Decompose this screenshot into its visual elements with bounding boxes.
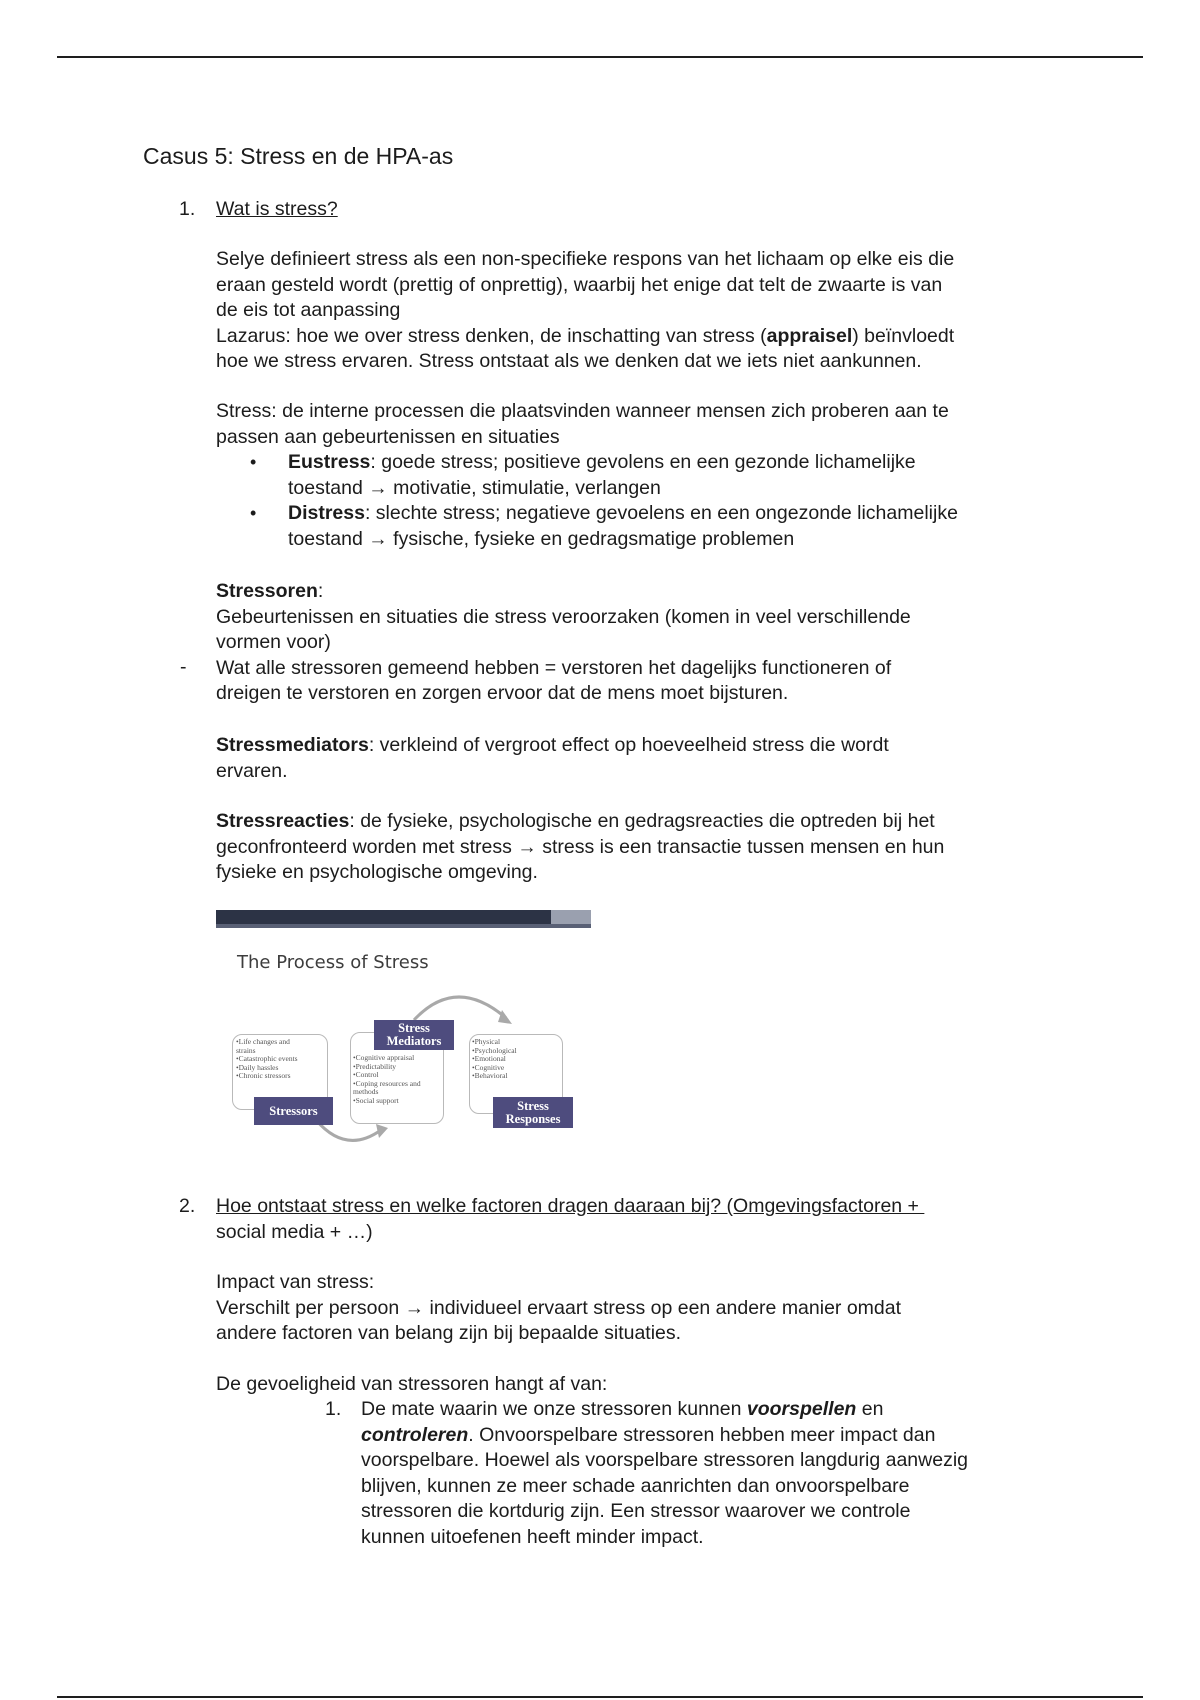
process-of-stress-figure <box>216 910 591 1160</box>
list-item: •Cognitive appraisal <box>353 1053 415 1062</box>
term-voorspellen: voorspellen <box>746 1398 857 1420</box>
paragraph-line: ervaren. <box>216 759 288 782</box>
paragraph-line: voorspelbare. Hoewel als voorspelbare stressoren langdurig aanwezig <box>361 1449 969 1471</box>
text-run: : goede stress; positieve gevolens en een gezonde lichamelijke <box>370 451 916 473</box>
list-item: •Physical <box>472 1037 501 1046</box>
section-stressoren <box>216 579 1076 707</box>
list-item-voorspellen <box>361 1397 1081 1550</box>
paragraph-line: dreigen te verstoren en zorgen ervoor dat de mens moet bijsturen. <box>216 682 789 704</box>
section-stressreacties <box>216 809 1076 886</box>
bullet-distress: • <box>250 503 257 523</box>
list-item-distress <box>288 501 1088 552</box>
figure-title: The Process of Stress <box>237 952 429 973</box>
paragraph-line-lazarus <box>216 324 1076 350</box>
term-eustress: Eustress <box>288 451 371 473</box>
text-run: toestand → motivatie, stimulatie, verlangen <box>288 476 661 499</box>
term-stressreacties: Stressreacties <box>216 810 350 832</box>
bullet-eustress: • <box>250 452 257 472</box>
text-run: : <box>317 580 324 602</box>
page-title: Casus 5: Stress en de HPA-as <box>143 143 454 169</box>
label-line: Stress <box>517 1098 549 1113</box>
text-run: ) beïnvloedt <box>852 324 955 347</box>
term-appraisel: appraisel <box>766 324 853 347</box>
paragraph-line: vormen voor) <box>216 631 331 653</box>
term-controleren: controleren <box>361 1423 469 1446</box>
text-run: en <box>856 1398 884 1420</box>
paragraph-line: Verschilt per persoon → individueel ervaart stress op een andere manier omdat <box>216 1296 902 1319</box>
question-2-number: 2. <box>179 1195 196 1217</box>
mediators-label <box>374 1020 454 1050</box>
question-2-heading <box>216 1194 1076 1245</box>
label-line: Responses <box>505 1111 561 1126</box>
list-item: methods <box>353 1087 379 1097</box>
paragraph-line: eraan gesteld wordt (prettig of onprettig), waarbij het enige dat telt de zwaarte is van <box>216 273 943 296</box>
list-item: •Social support <box>353 1095 399 1105</box>
list-item: strains <box>236 1045 256 1055</box>
list-item-eustress <box>288 450 1088 501</box>
term-stressmediators: Stressmediators <box>216 734 369 756</box>
list-item: •Control <box>353 1070 379 1080</box>
text-run: De mate waarin we onze stressoren kunnen <box>361 1398 747 1420</box>
paragraph-line: andere factoren van belang zijn bij bepaalde situaties. <box>216 1322 682 1344</box>
arrow-mediators-to-responses <box>414 997 506 1020</box>
header-rule <box>57 56 1143 58</box>
text-run: toestand → fysische, fysieke en gedragsmatige problemen <box>288 527 795 550</box>
paragraph-line: fysieke en psychologische omgeving. <box>216 861 538 883</box>
paragraph-gevoeligheid: De gevoeligheid van stressoren hangt af van: <box>216 1373 608 1395</box>
text-run: : slechte stress; negatieve gevoelens en een ongezonde lichamelijke <box>364 502 958 524</box>
question-1-number: 1. <box>179 198 196 220</box>
paragraph-line: stressoren die kortdurig zijn. Een stressor waarover we controle <box>361 1500 911 1522</box>
paragraph-line: hoe we stress ervaren. Stress ontstaat als we denken dat we iets niet aankunnen. <box>216 350 922 372</box>
text-run: Lazarus: hoe we over stress denken, de inschatting van stress ( <box>216 324 767 347</box>
paragraph-line: Gebeurtenissen en situaties die stress veroorzaken (komen in veel verschillende <box>216 605 911 628</box>
list-item: •Daily hassles <box>236 1062 279 1072</box>
paragraph-line: geconfronteerd worden met stress → stress is een transactie tussen mensen en hun <box>216 835 945 858</box>
section-stressmediators <box>216 733 1076 784</box>
stressors-list <box>236 1038 298 1081</box>
list-item: •Coping resources and <box>353 1078 421 1088</box>
label-line: Stress <box>398 1021 430 1035</box>
dash-marker: - <box>180 656 187 678</box>
paragraph-impact <box>216 1270 1076 1347</box>
responses-list <box>472 1038 517 1081</box>
label-line: Mediators <box>386 1034 442 1048</box>
stressors-label: Stressors <box>254 1097 333 1125</box>
paragraph-line: Impact van stress: <box>216 1271 375 1293</box>
paragraph-line: de eis tot aanpassing <box>216 299 401 321</box>
term-distress: Distress <box>288 502 365 524</box>
paragraph-line: kunnen uitoefenen heeft minder impact. <box>361 1525 704 1548</box>
paragraph-line: passen aan gebeurtenissen en situaties <box>216 425 560 448</box>
list-item: •Psychological <box>472 1045 517 1055</box>
text-run: : verkleind of vergroot effect op hoeveelheid stress die wordt <box>368 734 889 756</box>
list-item: •Predictability <box>353 1061 397 1071</box>
list-item: •Behavioral <box>472 1071 508 1081</box>
paragraph-line: Selye definieert stress als een non-specifieke respons van het lichaam op elke eis die <box>216 248 955 270</box>
footer-rule <box>57 1696 1143 1698</box>
list-item: •Catastrophic events <box>236 1054 298 1064</box>
text-run: . Onvoorspelbare stressoren hebben meer impact dan <box>468 1423 936 1446</box>
term-stressoren: Stressoren <box>216 580 318 602</box>
responses-label <box>493 1097 573 1128</box>
list-item: •Cognitive <box>472 1062 505 1072</box>
list-item: •Chronic stressors <box>236 1071 291 1081</box>
question-1-heading: Wat is stress? <box>216 198 338 220</box>
heading-line: Hoe ontstaat stress en welke factoren dragen daaraan bij? (Omgevingsfactoren + <box>216 1195 925 1217</box>
arrowhead <box>376 1124 388 1138</box>
list-item: •Life changes and <box>236 1037 290 1046</box>
paragraph-selye <box>216 247 1076 375</box>
paragraph-stress-definition <box>216 399 1076 450</box>
paragraph-line: blijven, kunnen ze meer schade aanrichten dan onvoorspelbare <box>361 1474 910 1497</box>
list-number-1: 1. <box>325 1398 342 1420</box>
heading-line: social media + …) <box>216 1220 373 1243</box>
paragraph-line: Wat alle stressoren gemeend hebben = verstoren het dagelijks functioneren of <box>216 656 892 679</box>
paragraph-line: Stress: de interne processen die plaatsvinden wanneer mensen zich proberen aan te <box>216 400 949 422</box>
mediators-list <box>353 1054 421 1106</box>
list-item: •Emotional <box>472 1054 506 1064</box>
text-run: : de fysieke, psychologische en gedragsreacties die optreden bij het <box>349 810 935 832</box>
